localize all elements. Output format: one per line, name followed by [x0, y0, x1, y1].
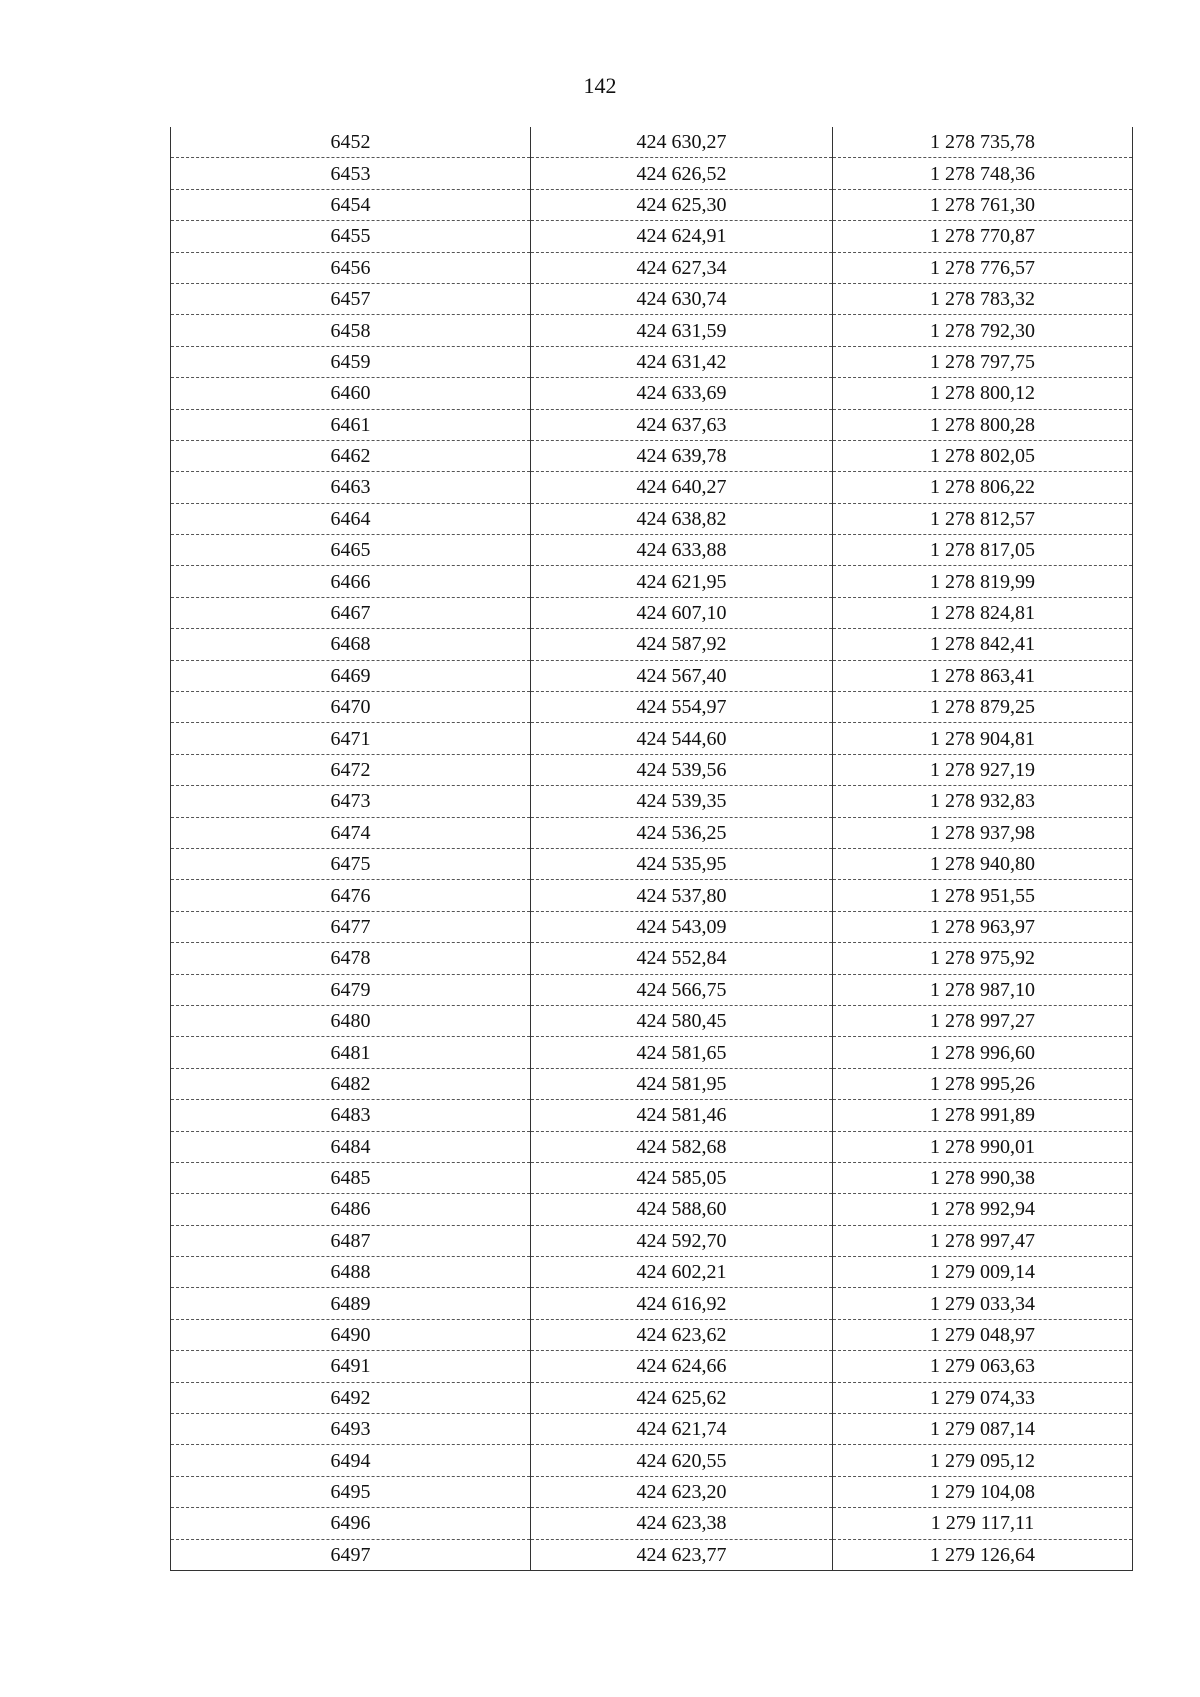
x-coordinate-cell: 424 623,38: [531, 1508, 833, 1539]
point-number-cell: 6471: [171, 723, 531, 754]
y-coordinate-cell: 1 278 990,01: [833, 1131, 1133, 1162]
y-coordinate-cell: 1 278 819,99: [833, 566, 1133, 597]
x-coordinate-cell: 424 588,60: [531, 1194, 833, 1225]
y-coordinate-cell: 1 278 800,28: [833, 409, 1133, 440]
y-coordinate-cell: 1 279 048,97: [833, 1319, 1133, 1350]
x-coordinate-cell: 424 607,10: [531, 597, 833, 628]
y-coordinate-cell: 1 279 087,14: [833, 1414, 1133, 1445]
point-number-cell: 6467: [171, 597, 531, 628]
table-row: [171, 848, 1133, 879]
point-number-cell: 6457: [171, 283, 531, 314]
y-coordinate-cell: 1 278 990,38: [833, 1162, 1133, 1193]
table-row: [171, 1288, 1133, 1319]
point-number-cell: 6488: [171, 1257, 531, 1288]
table-row: [171, 1382, 1133, 1413]
x-coordinate-cell: 424 633,69: [531, 378, 833, 409]
point-number-cell: 6493: [171, 1414, 531, 1445]
table-row: [171, 786, 1133, 817]
point-number-cell: 6479: [171, 974, 531, 1005]
point-number-cell: 6454: [171, 189, 531, 220]
point-number-cell: 6481: [171, 1037, 531, 1068]
x-coordinate-cell: 424 621,95: [531, 566, 833, 597]
y-coordinate-cell: 1 278 975,92: [833, 943, 1133, 974]
y-coordinate-cell: 1 278 997,27: [833, 1005, 1133, 1036]
table-row: [171, 252, 1133, 283]
table-row: [171, 189, 1133, 220]
x-coordinate-cell: 424 567,40: [531, 660, 833, 691]
y-coordinate-cell: 1 278 776,57: [833, 252, 1133, 283]
point-number-cell: 6465: [171, 535, 531, 566]
table-row: [171, 127, 1133, 158]
y-coordinate-cell: 1 278 940,80: [833, 848, 1133, 879]
point-number-cell: 6455: [171, 221, 531, 252]
x-coordinate-cell: 424 535,95: [531, 848, 833, 879]
x-coordinate-cell: 424 620,55: [531, 1445, 833, 1476]
point-number-cell: 6483: [171, 1100, 531, 1131]
x-coordinate-cell: 424 539,56: [531, 754, 833, 785]
x-coordinate-cell: 424 552,84: [531, 943, 833, 974]
table-row: [171, 1445, 1133, 1476]
y-coordinate-cell: 1 278 802,05: [833, 440, 1133, 471]
y-coordinate-cell: 1 278 904,81: [833, 723, 1133, 754]
x-coordinate-cell: 424 581,65: [531, 1037, 833, 1068]
point-number-cell: 6491: [171, 1351, 531, 1382]
table-row: [171, 1037, 1133, 1068]
y-coordinate-cell: 1 278 991,89: [833, 1100, 1133, 1131]
x-coordinate-cell: 424 623,20: [531, 1476, 833, 1507]
table-row: [171, 597, 1133, 628]
x-coordinate-cell: 424 638,82: [531, 503, 833, 534]
point-number-cell: 6480: [171, 1005, 531, 1036]
table-row: [171, 158, 1133, 189]
point-number-cell: 6452: [171, 127, 531, 158]
table-row: [171, 1319, 1133, 1350]
x-coordinate-cell: 424 554,97: [531, 692, 833, 723]
table-row: [171, 346, 1133, 377]
x-coordinate-cell: 424 585,05: [531, 1162, 833, 1193]
table-row: [171, 1068, 1133, 1099]
x-coordinate-cell: 424 581,95: [531, 1068, 833, 1099]
point-number-cell: 6456: [171, 252, 531, 283]
x-coordinate-cell: 424 626,52: [531, 158, 833, 189]
point-number-cell: 6459: [171, 346, 531, 377]
y-coordinate-cell: 1 278 824,81: [833, 597, 1133, 628]
table-row: [171, 535, 1133, 566]
table-row: [171, 1414, 1133, 1445]
x-coordinate-cell: 424 616,92: [531, 1288, 833, 1319]
point-number-cell: 6466: [171, 566, 531, 597]
x-coordinate-cell: 424 631,59: [531, 315, 833, 346]
table-row: [171, 1539, 1133, 1570]
x-coordinate-cell: 424 581,46: [531, 1100, 833, 1131]
x-coordinate-cell: 424 580,45: [531, 1005, 833, 1036]
table-row: [171, 880, 1133, 911]
x-coordinate-cell: 424 624,66: [531, 1351, 833, 1382]
x-coordinate-cell: 424 625,30: [531, 189, 833, 220]
point-number-cell: 6460: [171, 378, 531, 409]
x-coordinate-cell: 424 623,77: [531, 1539, 833, 1570]
point-number-cell: 6494: [171, 1445, 531, 1476]
point-number-cell: 6485: [171, 1162, 531, 1193]
point-number-cell: 6475: [171, 848, 531, 879]
x-coordinate-cell: 424 544,60: [531, 723, 833, 754]
point-number-cell: 6461: [171, 409, 531, 440]
y-coordinate-cell: 1 278 806,22: [833, 472, 1133, 503]
table-row: [171, 660, 1133, 691]
table-row: [171, 1100, 1133, 1131]
point-number-cell: 6462: [171, 440, 531, 471]
y-coordinate-cell: 1 279 104,08: [833, 1476, 1133, 1507]
x-coordinate-cell: 424 621,74: [531, 1414, 833, 1445]
y-coordinate-cell: 1 278 963,97: [833, 911, 1133, 942]
point-number-cell: 6477: [171, 911, 531, 942]
y-coordinate-cell: 1 278 761,30: [833, 189, 1133, 220]
y-coordinate-cell: 1 278 995,26: [833, 1068, 1133, 1099]
table-row: [171, 911, 1133, 942]
y-coordinate-cell: 1 278 996,60: [833, 1037, 1133, 1068]
point-number-cell: 6484: [171, 1131, 531, 1162]
y-coordinate-cell: 1 278 932,83: [833, 786, 1133, 817]
y-coordinate-cell: 1 278 800,12: [833, 378, 1133, 409]
point-number-cell: 6492: [171, 1382, 531, 1413]
x-coordinate-cell: 424 624,91: [531, 221, 833, 252]
coordinates-table: [170, 127, 1133, 1571]
y-coordinate-cell: 1 278 997,47: [833, 1225, 1133, 1256]
coordinates-table-body: [171, 127, 1133, 1570]
y-coordinate-cell: 1 278 770,87: [833, 221, 1133, 252]
table-row: [171, 1351, 1133, 1382]
y-coordinate-cell: 1 278 937,98: [833, 817, 1133, 848]
x-coordinate-cell: 424 631,42: [531, 346, 833, 377]
x-coordinate-cell: 424 637,63: [531, 409, 833, 440]
table-row: [171, 315, 1133, 346]
x-coordinate-cell: 424 639,78: [531, 440, 833, 471]
x-coordinate-cell: 424 623,62: [531, 1319, 833, 1350]
x-coordinate-cell: 424 566,75: [531, 974, 833, 1005]
point-number-cell: 6490: [171, 1319, 531, 1350]
x-coordinate-cell: 424 539,35: [531, 786, 833, 817]
y-coordinate-cell: 1 278 812,57: [833, 503, 1133, 534]
y-coordinate-cell: 1 278 797,75: [833, 346, 1133, 377]
x-coordinate-cell: 424 537,80: [531, 880, 833, 911]
y-coordinate-cell: 1 278 817,05: [833, 535, 1133, 566]
table-row: [171, 221, 1133, 252]
point-number-cell: 6478: [171, 943, 531, 974]
y-coordinate-cell: 1 278 748,36: [833, 158, 1133, 189]
table-row: [171, 283, 1133, 314]
point-number-cell: 6474: [171, 817, 531, 848]
x-coordinate-cell: 424 633,88: [531, 535, 833, 566]
point-number-cell: 6489: [171, 1288, 531, 1319]
table-row: [171, 629, 1133, 660]
y-coordinate-cell: 1 278 842,41: [833, 629, 1133, 660]
table-row: [171, 723, 1133, 754]
table-row: [171, 472, 1133, 503]
y-coordinate-cell: 1 278 735,78: [833, 127, 1133, 158]
point-number-cell: 6496: [171, 1508, 531, 1539]
point-number-cell: 6453: [171, 158, 531, 189]
y-coordinate-cell: 1 279 033,34: [833, 1288, 1133, 1319]
y-coordinate-cell: 1 278 783,32: [833, 283, 1133, 314]
y-coordinate-cell: 1 279 074,33: [833, 1382, 1133, 1413]
table-row: [171, 754, 1133, 785]
point-number-cell: 6487: [171, 1225, 531, 1256]
x-coordinate-cell: 424 592,70: [531, 1225, 833, 1256]
point-number-cell: 6472: [171, 754, 531, 785]
table-row: [171, 974, 1133, 1005]
table-row: [171, 817, 1133, 848]
x-coordinate-cell: 424 630,74: [531, 283, 833, 314]
point-number-cell: 6464: [171, 503, 531, 534]
y-coordinate-cell: 1 278 927,19: [833, 754, 1133, 785]
y-coordinate-cell: 1 278 992,94: [833, 1194, 1133, 1225]
x-coordinate-cell: 424 625,62: [531, 1382, 833, 1413]
point-number-cell: 6495: [171, 1476, 531, 1507]
point-number-cell: 6482: [171, 1068, 531, 1099]
x-coordinate-cell: 424 630,27: [531, 127, 833, 158]
table-row: [171, 409, 1133, 440]
table-row: [171, 1225, 1133, 1256]
point-number-cell: 6473: [171, 786, 531, 817]
table-row: [171, 566, 1133, 597]
y-coordinate-cell: 1 278 951,55: [833, 880, 1133, 911]
table-row: [171, 1131, 1133, 1162]
point-number-cell: 6470: [171, 692, 531, 723]
table-row: [171, 503, 1133, 534]
point-number-cell: 6463: [171, 472, 531, 503]
y-coordinate-cell: 1 278 987,10: [833, 974, 1133, 1005]
x-coordinate-cell: 424 543,09: [531, 911, 833, 942]
y-coordinate-cell: 1 278 792,30: [833, 315, 1133, 346]
y-coordinate-cell: 1 278 879,25: [833, 692, 1133, 723]
table-row: [171, 378, 1133, 409]
table-row: [171, 692, 1133, 723]
table-row: [171, 943, 1133, 974]
x-coordinate-cell: 424 582,68: [531, 1131, 833, 1162]
point-number-cell: 6458: [171, 315, 531, 346]
point-number-cell: 6497: [171, 1539, 531, 1570]
y-coordinate-cell: 1 279 126,64: [833, 1539, 1133, 1570]
y-coordinate-cell: 1 278 863,41: [833, 660, 1133, 691]
x-coordinate-cell: 424 640,27: [531, 472, 833, 503]
y-coordinate-cell: 1 279 063,63: [833, 1351, 1133, 1382]
y-coordinate-cell: 1 279 117,11: [833, 1508, 1133, 1539]
table-row: [171, 1005, 1133, 1036]
y-coordinate-cell: 1 279 095,12: [833, 1445, 1133, 1476]
table-row: [171, 1257, 1133, 1288]
x-coordinate-cell: 424 536,25: [531, 817, 833, 848]
point-number-cell: 6468: [171, 629, 531, 660]
table-row: [171, 440, 1133, 471]
table-row: [171, 1162, 1133, 1193]
table-row: [171, 1508, 1133, 1539]
x-coordinate-cell: 424 587,92: [531, 629, 833, 660]
y-coordinate-cell: 1 279 009,14: [833, 1257, 1133, 1288]
point-number-cell: 6469: [171, 660, 531, 691]
page-number: 142: [583, 73, 617, 98]
x-coordinate-cell: 424 602,21: [531, 1257, 833, 1288]
x-coordinate-cell: 424 627,34: [531, 252, 833, 283]
table-row: [171, 1194, 1133, 1225]
point-number-cell: 6486: [171, 1194, 531, 1225]
table-row: [171, 1476, 1133, 1507]
point-number-cell: 6476: [171, 880, 531, 911]
